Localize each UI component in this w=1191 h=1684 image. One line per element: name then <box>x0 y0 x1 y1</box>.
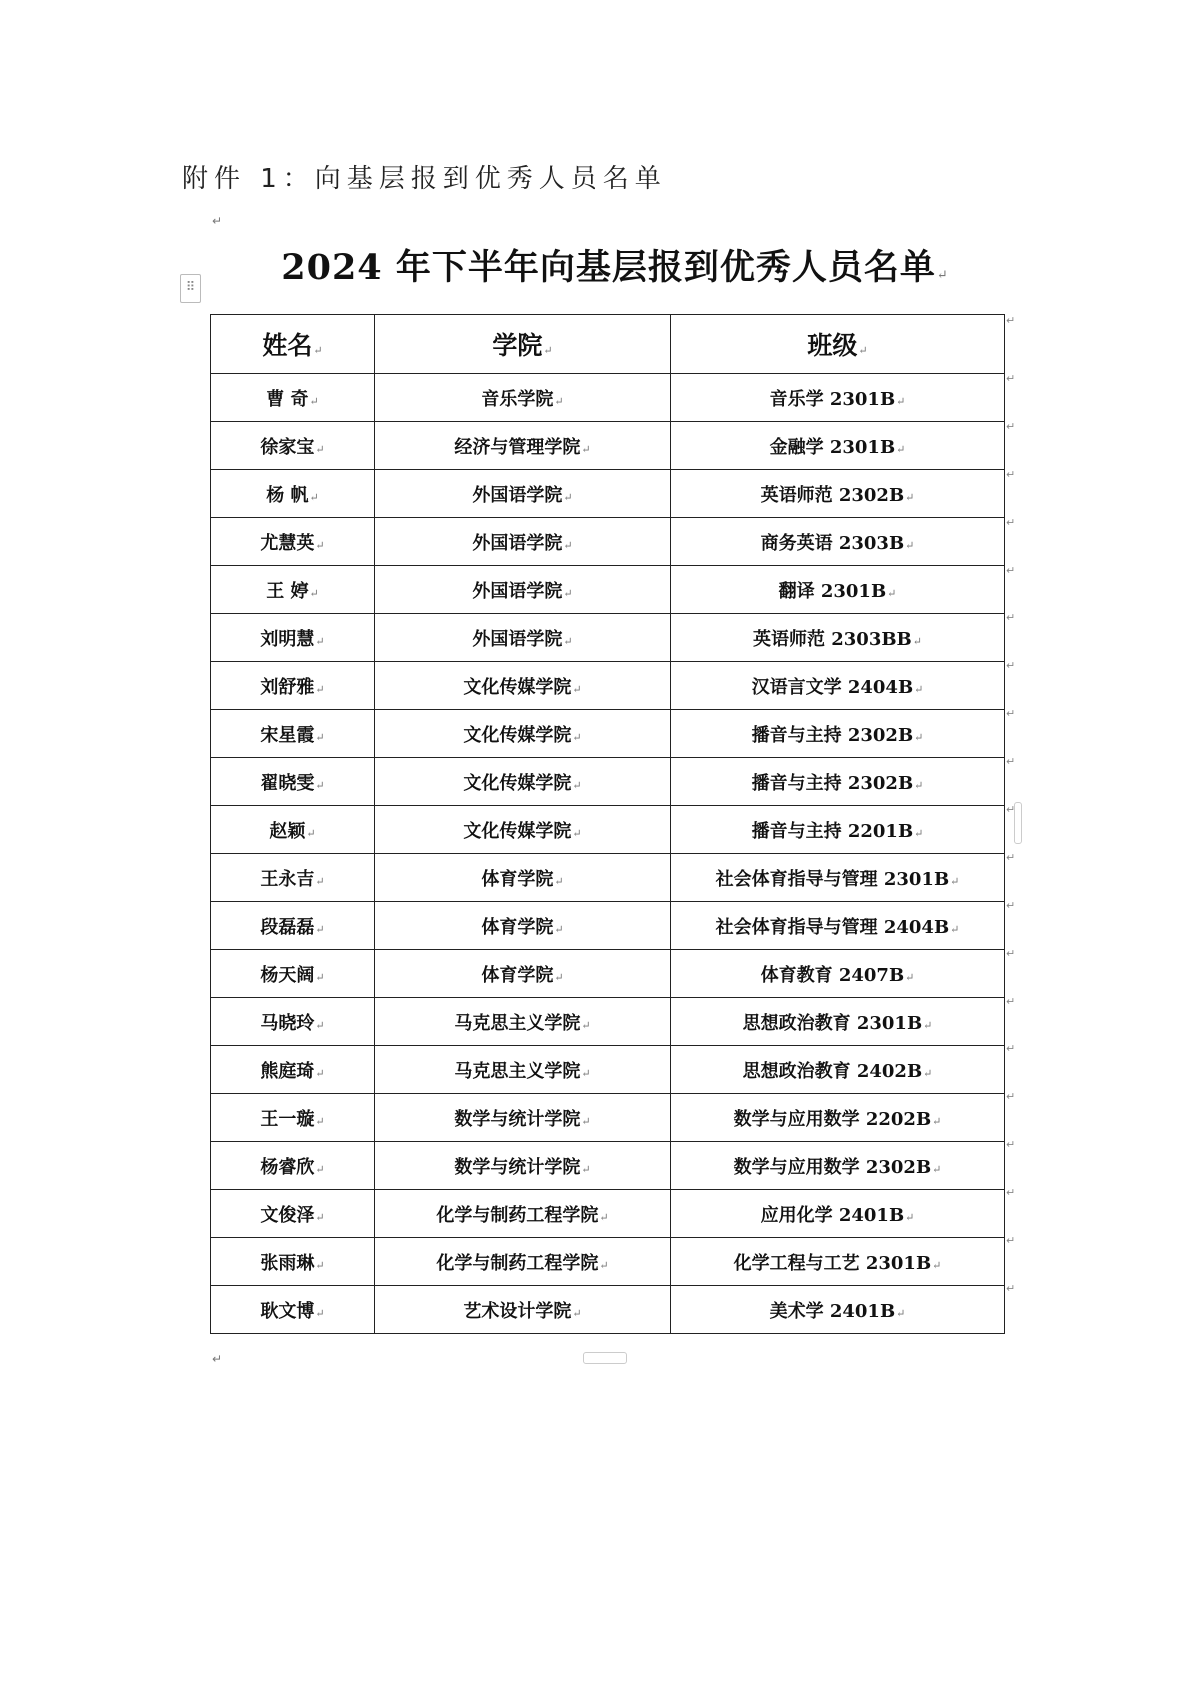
cell-college-text: 音乐学院 <box>481 388 554 410</box>
cell-college <box>375 1046 671 1094</box>
row-end-mark: ↵ <box>1006 898 1016 912</box>
paragraph-mark: ↵ <box>887 586 897 600</box>
cell-class <box>671 662 1005 710</box>
paragraph-mark: ↵ <box>950 874 960 888</box>
cell-college-text: 化学与制药工程学院 <box>436 1204 599 1226</box>
cell-name-text: 翟晓雯 <box>260 772 315 794</box>
paragraph-mark: ↵ <box>554 922 564 936</box>
paragraph-mark: ↵ <box>572 730 582 744</box>
paragraph-mark: ↵ <box>315 634 325 648</box>
row-end-mark: ↵ <box>1006 1281 1016 1295</box>
paragraph-mark: ↵ <box>581 442 591 456</box>
row-end-mark: ↵ <box>1006 1042 1016 1056</box>
paragraph-mark: ↵ <box>554 874 564 888</box>
cell-class-text: 播音与主持 2201B <box>751 820 914 842</box>
cell-college <box>375 902 671 950</box>
table-row <box>211 470 1005 518</box>
table-row <box>211 854 1005 902</box>
cell-name <box>211 614 375 662</box>
cell-college <box>375 710 671 758</box>
cell-class <box>671 1046 1005 1094</box>
table-row <box>211 1094 1005 1142</box>
cell-college <box>375 1142 671 1190</box>
table-side-handle[interactable] <box>1014 802 1022 844</box>
cell-name-text: 杨 帆 <box>266 484 309 506</box>
cell-name-text: 杨天阔 <box>260 964 315 986</box>
cell-class <box>671 854 1005 902</box>
paragraph-mark: ↵ <box>936 268 949 283</box>
paragraph-mark: ↵ <box>315 778 325 792</box>
table-row <box>211 1286 1005 1334</box>
cell-class-text: 音乐学 2301B <box>769 388 896 410</box>
table-row <box>211 518 1005 566</box>
cell-name <box>211 854 375 902</box>
paragraph-mark: ↵ <box>932 1162 942 1176</box>
row-end-mark: ↵ <box>1006 563 1016 577</box>
paragraph-mark: ↵ <box>572 826 582 840</box>
cell-class <box>671 950 1005 998</box>
table-row <box>211 1142 1005 1190</box>
row-end-mark: ↵ <box>1006 1234 1016 1248</box>
cell-college-text: 艺术设计学院 <box>463 1300 572 1322</box>
cell-college <box>375 1190 671 1238</box>
paragraph-mark: ↵ <box>563 490 573 504</box>
cell-college-text: 外国语学院 <box>472 532 563 554</box>
table-bottom-handle[interactable] <box>583 1352 627 1364</box>
paragraph-mark: ↵ <box>315 730 325 744</box>
cell-name <box>211 1142 375 1190</box>
paragraph-mark: ↵ <box>306 826 316 840</box>
header-class <box>671 315 1005 374</box>
cell-college <box>375 662 671 710</box>
paragraph-mark: ↵ <box>896 394 906 408</box>
paragraph-mark: ↵ <box>212 214 223 228</box>
cell-college <box>375 1094 671 1142</box>
paragraph-mark: ↵ <box>923 1018 933 1032</box>
paragraph-mark: ↵ <box>932 1114 942 1128</box>
paragraph-mark: ↵ <box>315 970 325 984</box>
cell-class-text: 数学与应用数学 2202B <box>733 1108 932 1130</box>
cell-class-text: 应用化学 2401B <box>760 1204 905 1226</box>
cell-college <box>375 1238 671 1286</box>
cell-name-text: 王 婷 <box>266 580 309 602</box>
paragraph-mark: ↵ <box>581 1162 591 1176</box>
cell-name-text: 耿文博 <box>260 1300 315 1322</box>
cell-class <box>671 374 1005 422</box>
cell-name-text: 曹 奇 <box>266 388 309 410</box>
paragraph-mark: ↵ <box>950 922 960 936</box>
cell-name-text: 马晓玲 <box>260 1012 315 1034</box>
paragraph-mark: ↵ <box>212 1352 223 1366</box>
cell-class-text: 金融学 2301B <box>769 436 896 458</box>
table-row <box>211 614 1005 662</box>
paragraph-mark: ↵ <box>896 1306 906 1320</box>
table-row <box>211 710 1005 758</box>
cell-class <box>671 566 1005 614</box>
paragraph-mark: ↵ <box>315 1162 325 1176</box>
paragraph-mark: ↵ <box>905 490 915 504</box>
cell-college-text: 外国语学院 <box>472 484 563 506</box>
paragraph-mark: ↵ <box>315 874 325 888</box>
cell-name <box>211 806 375 854</box>
cell-class <box>671 422 1005 470</box>
paragraph-mark: ↵ <box>313 344 323 357</box>
cell-name-text: 张雨琳 <box>260 1252 315 1274</box>
cell-name <box>211 470 375 518</box>
cell-college-text: 体育学院 <box>481 916 554 938</box>
row-end-mark: ↵ <box>1006 372 1016 385</box>
cell-class-text: 体育教育 2407B <box>760 964 905 986</box>
cell-class-text: 数学与应用数学 2302B <box>733 1156 932 1178</box>
table-row <box>211 950 1005 998</box>
cell-college <box>375 422 671 470</box>
cell-college <box>375 566 671 614</box>
paragraph-mark: ↵ <box>315 1210 325 1224</box>
table-row <box>211 998 1005 1046</box>
cell-name <box>211 710 375 758</box>
header-college-text: 学院 <box>492 331 543 360</box>
cell-name-text: 赵颖 <box>269 820 306 842</box>
paragraph-mark: ↵ <box>563 586 573 600</box>
cell-college-text: 外国语学院 <box>472 628 563 650</box>
row-end-mark: ↵ <box>1006 946 1016 960</box>
table-header-row <box>211 315 1005 374</box>
cell-name-text: 熊庭琦 <box>260 1060 315 1082</box>
header-name-text: 姓名 <box>262 331 313 360</box>
paragraph-mark: ↵ <box>315 922 325 936</box>
row-end-mark: ↵ <box>1006 1090 1016 1104</box>
paragraph-mark: ↵ <box>315 1018 325 1032</box>
row-end-mark: ↵ <box>1006 419 1016 433</box>
paragraph-mark: ↵ <box>309 394 319 408</box>
table-row <box>211 902 1005 950</box>
cell-class-text: 思想政治教育 2301B <box>742 1012 923 1034</box>
row-end-mark: ↵ <box>1006 659 1016 673</box>
cell-name <box>211 1094 375 1142</box>
cell-college <box>375 806 671 854</box>
row-end-mark: ↵ <box>1006 314 1016 327</box>
paragraph-mark: ↵ <box>905 970 915 984</box>
cell-name <box>211 758 375 806</box>
cell-college-text: 文化传媒学院 <box>463 724 572 746</box>
cell-college-text: 化学与制药工程学院 <box>436 1252 599 1274</box>
cell-name-text: 杨睿欣 <box>260 1156 315 1178</box>
cell-name <box>211 374 375 422</box>
cell-college <box>375 518 671 566</box>
document-title-text: 2024 年下半年向基层报到优秀人员名单 <box>281 247 936 288</box>
table-row <box>211 374 1005 422</box>
cell-college-text: 经济与管理学院 <box>454 436 581 458</box>
cell-college-text: 体育学院 <box>481 868 554 890</box>
cell-college <box>375 374 671 422</box>
cell-class <box>671 1286 1005 1334</box>
cell-class-text: 社会体育指导与管理 2404B <box>715 916 950 938</box>
roster-table <box>210 314 1005 1334</box>
row-end-mark: ↵ <box>1006 515 1016 529</box>
row-end-mark: ↵ <box>1006 755 1016 769</box>
row-end-mark: ↵ <box>1006 467 1016 481</box>
paragraph-mark: ↵ <box>914 682 924 696</box>
table-row <box>211 566 1005 614</box>
cell-college-text: 文化传媒学院 <box>463 820 572 842</box>
cell-college <box>375 854 671 902</box>
cell-class <box>671 1238 1005 1286</box>
document-title <box>210 240 1020 290</box>
row-end-mark: ↵ <box>1006 611 1016 625</box>
header-name <box>211 315 375 374</box>
cell-name-text: 尤慧英 <box>260 532 315 554</box>
paragraph-mark: ↵ <box>543 344 553 357</box>
table-row <box>211 806 1005 854</box>
cell-class <box>671 806 1005 854</box>
cell-class <box>671 902 1005 950</box>
cell-college <box>375 470 671 518</box>
cell-college <box>375 614 671 662</box>
paragraph-mark: ↵ <box>912 634 922 648</box>
paragraph-mark: ↵ <box>572 1306 582 1320</box>
cell-college-text: 外国语学院 <box>472 580 563 602</box>
cell-name <box>211 1190 375 1238</box>
paragraph-mark: ↵ <box>315 1114 325 1128</box>
cell-name-text: 段磊磊 <box>260 916 315 938</box>
paragraph-mark: ↵ <box>599 1258 609 1272</box>
cell-name-text: 王永吉 <box>260 868 315 890</box>
row-end-mark: ↵ <box>1006 994 1016 1008</box>
cell-class <box>671 1190 1005 1238</box>
cell-class-text: 美术学 2401B <box>769 1300 896 1322</box>
cell-college <box>375 1286 671 1334</box>
cell-class <box>671 470 1005 518</box>
row-end-mark: ↵ <box>1006 707 1016 721</box>
attachment-heading: 附件 1：向基层报到优秀人员名单 <box>182 164 667 194</box>
paragraph-mark: ↵ <box>554 394 564 408</box>
cell-name <box>211 566 375 614</box>
cell-college-text: 马克思主义学院 <box>454 1012 581 1034</box>
cell-class <box>671 710 1005 758</box>
table-move-handle[interactable]: ⠿ <box>180 274 201 303</box>
paragraph-mark: ↵ <box>896 442 906 456</box>
cell-class-text: 思想政治教育 2402B <box>742 1060 923 1082</box>
cell-class <box>671 1094 1005 1142</box>
cell-college-text: 数学与统计学院 <box>454 1108 581 1130</box>
cell-name-text: 刘舒雅 <box>260 676 315 698</box>
table-row <box>211 422 1005 470</box>
paragraph-mark: ↵ <box>905 1210 915 1224</box>
paragraph-mark: ↵ <box>905 538 915 552</box>
cell-college-text: 数学与统计学院 <box>454 1156 581 1178</box>
cell-class-text: 化学工程与工艺 2301B <box>733 1252 932 1274</box>
paragraph-mark: ↵ <box>572 778 582 792</box>
cell-college <box>375 758 671 806</box>
paragraph-mark: ↵ <box>315 442 325 456</box>
cell-class-text: 播音与主持 2302B <box>751 724 914 746</box>
cell-class <box>671 758 1005 806</box>
cell-name <box>211 1046 375 1094</box>
paragraph-mark: ↵ <box>315 1066 325 1080</box>
cell-class-text: 汉语言文学 2404B <box>751 676 914 698</box>
paragraph-mark: ↵ <box>572 682 582 696</box>
cell-class-text: 社会体育指导与管理 2301B <box>715 868 950 890</box>
cell-name <box>211 950 375 998</box>
cell-class <box>671 998 1005 1046</box>
cell-name-text: 刘明慧 <box>260 628 315 650</box>
cell-name <box>211 518 375 566</box>
header-college <box>375 315 671 374</box>
cell-name-text: 文俊泽 <box>260 1204 315 1226</box>
paragraph-mark: ↵ <box>309 490 319 504</box>
cell-name <box>211 662 375 710</box>
cell-class-text: 翻译 2301B <box>778 580 887 602</box>
table-row <box>211 1046 1005 1094</box>
cell-name <box>211 1238 375 1286</box>
row-end-mark: ↵ <box>1006 803 1016 817</box>
paragraph-mark: ↵ <box>554 970 564 984</box>
cell-class-text: 播音与主持 2302B <box>751 772 914 794</box>
paragraph-mark: ↵ <box>581 1114 591 1128</box>
cell-college <box>375 950 671 998</box>
cell-name <box>211 422 375 470</box>
paragraph-mark: ↵ <box>914 778 924 792</box>
cell-class <box>671 614 1005 662</box>
cell-college-text: 文化传媒学院 <box>463 772 572 794</box>
cell-class <box>671 518 1005 566</box>
row-end-mark: ↵ <box>1006 850 1016 864</box>
paragraph-mark: ↵ <box>315 1306 325 1320</box>
cell-college-text: 体育学院 <box>481 964 554 986</box>
table-row <box>211 1238 1005 1286</box>
cell-name-text: 王一璇 <box>260 1108 315 1130</box>
paragraph-mark: ↵ <box>315 1258 325 1272</box>
header-class-text: 班级 <box>807 331 858 360</box>
cell-name-text: 徐家宝 <box>260 436 315 458</box>
paragraph-mark: ↵ <box>599 1210 609 1224</box>
row-end-mark: ↵ <box>1006 1138 1016 1152</box>
paragraph-mark: ↵ <box>914 730 924 744</box>
cell-name <box>211 998 375 1046</box>
paragraph-mark: ↵ <box>309 586 319 600</box>
paragraph-mark: ↵ <box>932 1258 942 1272</box>
cell-class <box>671 1142 1005 1190</box>
paragraph-mark: ↵ <box>563 634 573 648</box>
paragraph-mark: ↵ <box>581 1018 591 1032</box>
cell-class-text: 商务英语 2303B <box>760 532 905 554</box>
cell-class-text: 英语师范 2302B <box>760 484 905 506</box>
paragraph-mark: ↵ <box>563 538 573 552</box>
cell-college <box>375 998 671 1046</box>
table-row <box>211 758 1005 806</box>
row-end-mark: ↵ <box>1006 1186 1016 1200</box>
cell-name <box>211 902 375 950</box>
paragraph-mark: ↵ <box>914 826 924 840</box>
cell-college-text: 文化传媒学院 <box>463 676 572 698</box>
paragraph-mark: ↵ <box>315 682 325 696</box>
paragraph-mark: ↵ <box>858 344 868 357</box>
cell-college-text: 马克思主义学院 <box>454 1060 581 1082</box>
table-row <box>211 1190 1005 1238</box>
paragraph-mark: ↵ <box>923 1066 933 1080</box>
cell-name <box>211 1286 375 1334</box>
paragraph-mark: ↵ <box>315 538 325 552</box>
table-row <box>211 662 1005 710</box>
cell-name-text: 宋星霞 <box>260 724 315 746</box>
cell-class-text: 英语师范 2303BB <box>752 628 912 650</box>
paragraph-mark: ↵ <box>581 1066 591 1080</box>
